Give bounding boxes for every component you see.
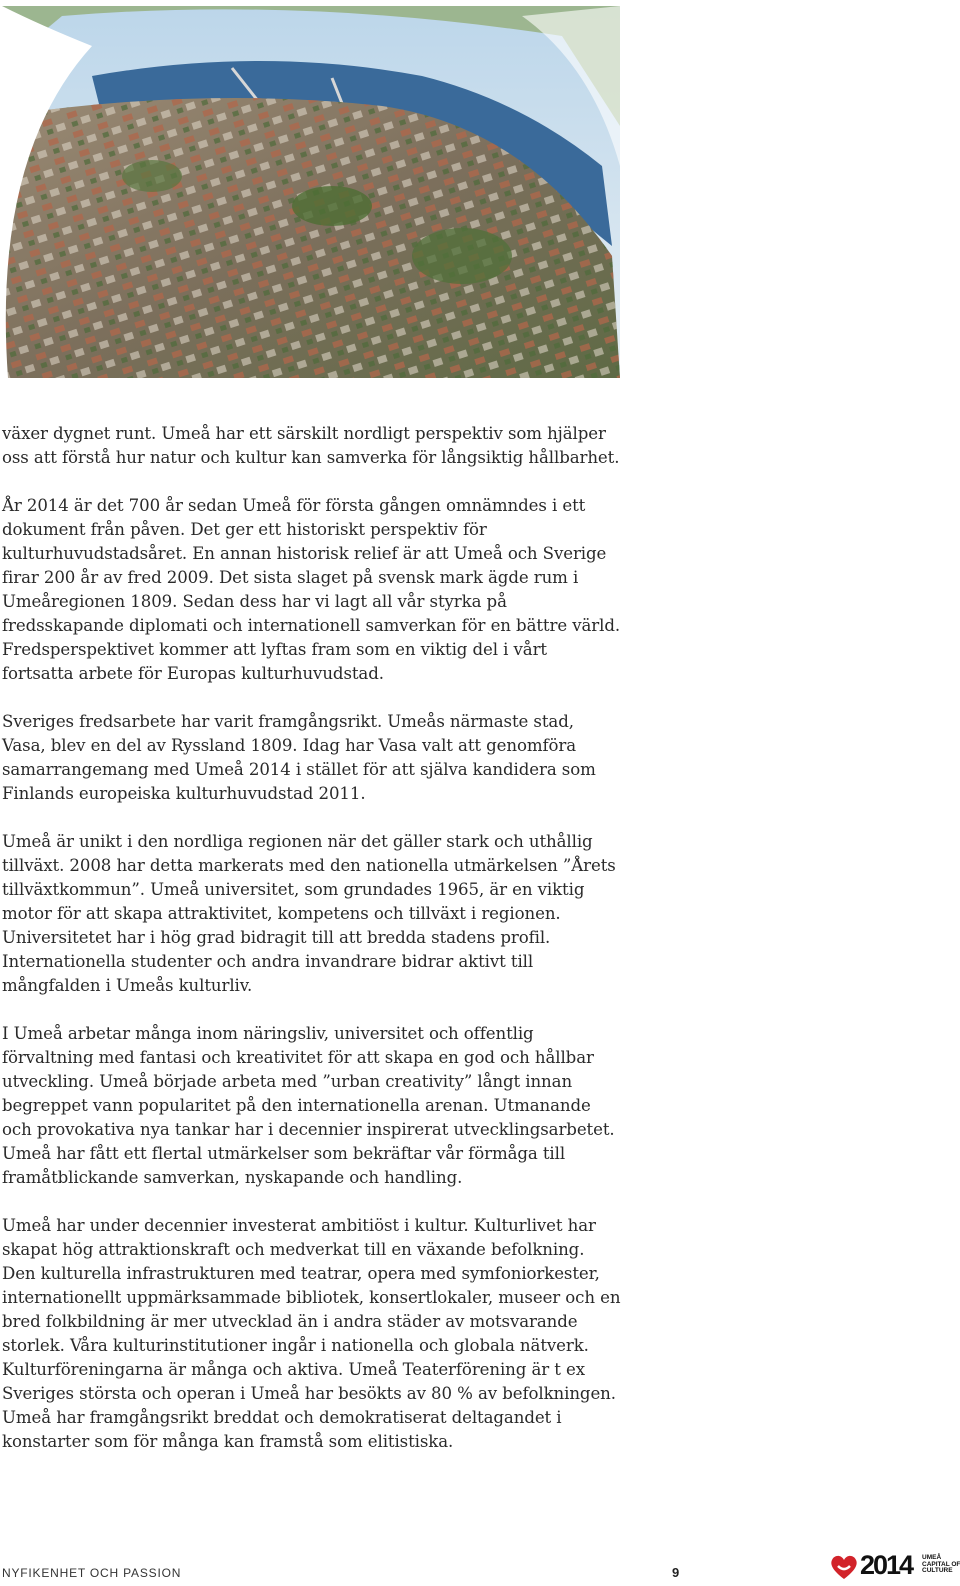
paragraph: År 2014 är det 700 år sedan Umeå för första gången omnämndes i ett dokument från påven. Det ger ett historiskt perspektiv för kulturhuvudstadsåret. En annan historisk relief är att Umeå och Sverige firar 200 år av fred 2009. Det sista slaget på svensk mark ägde rum i Umeåregionen 1809. Sedan dess har vi lagt all vår styrka på fredsskapande diplomati och internationell samverkan för en bättre värld. Fredsperspektivet kommer att lyftas fram som en viktig del i vårt fortsatta arbete för Europas kulturhuvudstad. bbox=[2, 496, 621, 683]
page-footer bbox=[0, 1550, 960, 1586]
logo-line: CULTURE bbox=[922, 1567, 953, 1574]
aerial-city-photo bbox=[2, 6, 620, 378]
heart-icon bbox=[830, 1554, 858, 1580]
logo-year: 2014 bbox=[860, 1550, 913, 1580]
paragraph: Sveriges fredsarbete har varit framgångsrikt. Umeås närmaste stad, Vasa, blev en del av Ryssland 1809. Idag har Vasa valt att genomföra samarrangemang med Umeå 2014 i stället för att själva kandidera som Finlands europeiska kulturhuvudstad 2011. bbox=[2, 712, 596, 803]
logo-line: UMEÅ bbox=[922, 1554, 942, 1561]
aerial-photo-illustration bbox=[2, 6, 620, 378]
paragraph: Umeå är unikt i den nordliga regionen när det gäller stark och uthållig tillväxt. 2008 har detta markerats med den nationella utmärkelsen ”Årets tillväxtkommun”. Umeå universitet, som grundades 1965, är en viktig motor för att skapa attraktivitet, kompetens och tillväxt i regionen. Universitetet har i hög grad bidragit till att bredda stadens profil. Internationella studenter och andra invandrare bidrar aktivt till mångfalden i Umeås kulturliv. bbox=[2, 832, 616, 995]
logo-subtitle bbox=[922, 1555, 960, 1575]
section-title: NYFIKENHET OCH PASSION bbox=[2, 1566, 182, 1580]
paragraph: växer dygnet runt. Umeå har ett särskilt nordligt perspektiv som hjälper oss att förstå hur natur och kultur kan samverka för långsiktig hållbarhet. bbox=[2, 424, 620, 467]
article-body bbox=[2, 422, 622, 1478]
paragraph: I Umeå arbetar många inom näringsliv, universitet och offentlig förvaltning med fantasi och kreativitet för att skapa en god och hållbar utveckling. Umeå började arbeta med ”urban creativity” långt innan begreppet vann popularitet på den internationella arenan. Utmanande och provokativa nya tankar har i decennier inspirerat utvecklingsarbetet. Umeå har fått ett flertal utmärkelser som bekräftar vår förmåga till framåtblickande samverkan, nyskapande och handling. bbox=[2, 1024, 615, 1187]
paragraph: Umeå har under decennier investerat ambitiöst i kultur. Kulturlivet har skapat hög attraktionskraft och medverkat till en växande befolkning. Den kulturella infrastrukturen med teatrar, opera med symfoniorkester, internationellt uppmärksammade bibliotek, konsertlokaler, museer och en bred folkbildning är mer utvecklad än i andra städer av motsvarande storlek. Våra kulturinstitutioner ingår i nationella och globala nätverk. Kulturföreningarna är många och aktiva. Umeå Teaterförening är t ex Sveriges största och operan i Umeå har besökts av 80 % av befolkningen. Umeå har framgångsrikt breddat och demokratiserat deltagandet i konstarter som för många kan framstå som elitistiska. bbox=[2, 1216, 621, 1451]
page-number: 9 bbox=[672, 1565, 680, 1580]
umea-2014-logo bbox=[830, 1552, 958, 1584]
logo-line: CAPITAL OF bbox=[922, 1560, 960, 1568]
